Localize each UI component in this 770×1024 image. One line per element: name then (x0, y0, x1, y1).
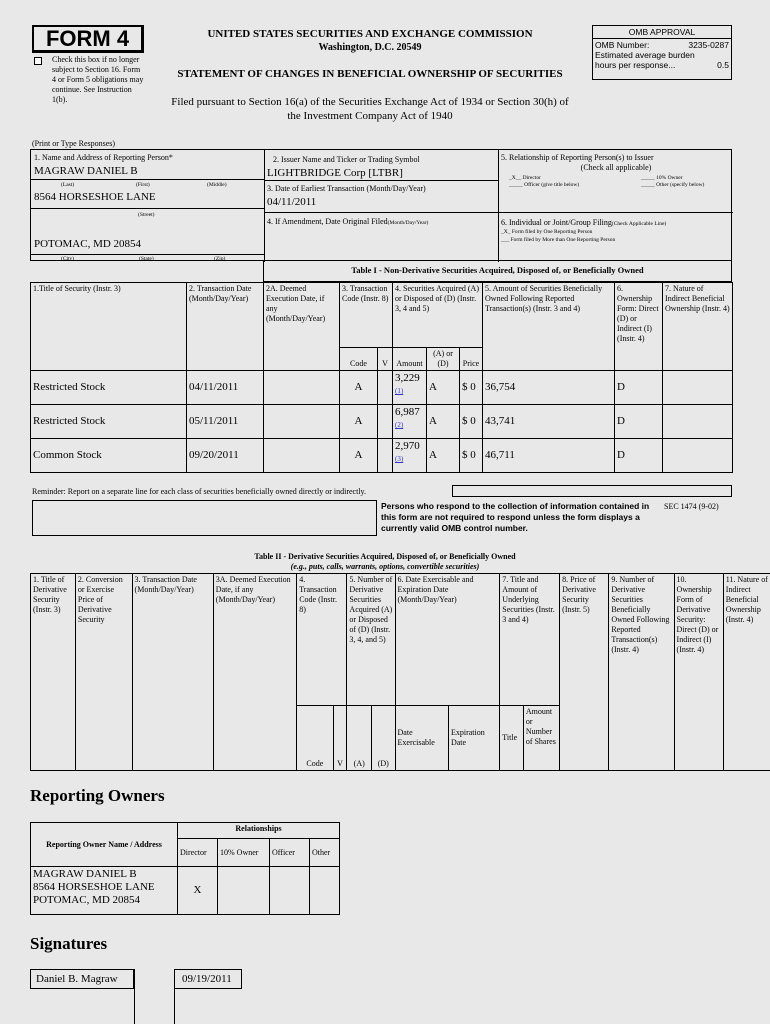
ten-percent-owner-option: _____ 10% Owner (641, 175, 683, 181)
t1-h7: 7. Nature of Indirect Beneficial Ownership (Instr. 4) (663, 283, 733, 371)
zip-caption: (Zip) (214, 256, 226, 262)
omb-approval-box (592, 25, 732, 80)
reminder-box (452, 485, 732, 497)
amount: 3,229 (395, 372, 420, 384)
box6-label: 6. Individual or Joint/Group Filing(Check Applicable Line) (501, 218, 667, 227)
t1-h2a: 2A. Deemed Execution Date, if any (Month/Day/Year) (264, 283, 340, 371)
omb-hours-row: hours per response... 0.5 (595, 60, 729, 70)
transaction-code: A (340, 371, 378, 405)
last-caption: (Last) (61, 182, 75, 188)
transaction-code: A (340, 405, 378, 439)
t1-h1: 1.Title of Security (Instr. 3) (31, 283, 187, 371)
filed-pursuant-line1: Filed pursuant to Section 16(a) of the Securities Exchange Act of 1934 or Section 30(h) of (171, 96, 569, 108)
amount-cell (393, 439, 427, 473)
t2-h9: 9. Number of Derivative Securities Beneficially Owned Following Reported Transaction(s) (Instr. 4) (609, 574, 674, 771)
t1-h5: 5. Amount of Securities Beneficially Owned Following Reported Transaction(s) (Instr. 3 and 4) (483, 283, 615, 371)
owner-address: MAGRAW DANIEL B 8564 HORSESHOE LANE POTOMAC, MD 20854 (31, 867, 178, 915)
t2-amount-header: Amount or Number of Shares (523, 706, 559, 771)
security-title: Restricted Stock (31, 371, 187, 405)
table-row (31, 405, 733, 439)
transaction-date: 09/20/2011 (187, 439, 264, 473)
box5-sub: (Check all applicable) (580, 163, 652, 172)
omb-number-row: OMB Number: 3235-0287 (595, 40, 729, 50)
amount-owned: 36,754 (483, 371, 615, 405)
t1-v-header: V (378, 348, 393, 371)
reporting-owners-heading: Reporting Owners (30, 786, 165, 805)
city-caption: (City) (61, 256, 75, 262)
t2-h5: 5. Number of Derivative Securities Acquired (A) or Disposed of (D) (Instr. 3, 4, and 5) (347, 574, 395, 706)
director-mark: X (178, 867, 218, 915)
t2-h3: 3. Transaction Date (Month/Day/Year) (132, 574, 213, 771)
box5-label: 5. Relationship of Reporting Person(s) to Issuer (501, 153, 654, 162)
agency-address: Washington, D.C. 20549 (318, 42, 422, 53)
amount-owned: 43,741 (483, 405, 615, 439)
t1-h3: 3. Transaction Code (Instr. 8) (340, 283, 393, 348)
reporting-person-city: POTOMAC, MD 20854 (34, 238, 142, 250)
form-title-box (32, 25, 144, 53)
t2-h3a: 3A. Deemed Execution Date, if any (Month/Day/Year) (213, 574, 296, 771)
t2-h6: 6. Date Exercisable and Expiration Date (Month/Day/Year) (395, 574, 500, 706)
reporting-person-name: MAGRAW DANIEL B (34, 165, 138, 177)
director-option: _X__ Director (509, 175, 541, 181)
t2-h8: 8. Price of Derivative Security (Instr. 5) (560, 574, 609, 771)
t2-expiration-header: Expiration Date (448, 706, 499, 771)
t2-h7: 7. Title and Amount of Underlying Securities (Instr. 3 and 4) (500, 574, 560, 706)
street-caption: (Street) (138, 212, 155, 218)
first-caption: (First) (136, 182, 150, 188)
t1-aord-header: (A) or (D) (427, 348, 460, 371)
box3-label: 3. Date of Earliest Transaction (Month/Day/Year) (267, 184, 426, 193)
checkbox-text: Check this box if no longer subject to Section 16. Form 4 or Form 5 obligations may continue. See Instruction 1(b). (52, 55, 144, 104)
price: $ 0 (460, 405, 483, 439)
officer-header: Officer (270, 839, 310, 867)
other-header: Other (310, 839, 340, 867)
print-type-note: (Print or Type Responses) (32, 139, 116, 148)
statement-title: STATEMENT OF CHANGES IN BENEFICIAL OWNERSHIP OF SECURITIES (177, 68, 563, 80)
t1-h4: 4. Securities Acquired (A) or Disposed of (D) (Instr. 3, 4 and 5) (393, 283, 483, 348)
t1-h6: 6. Ownership Form: Direct (D) or Indirect (I) (Instr. 4) (615, 283, 663, 371)
table2-title: Table II - Derivative Securities Acquired, Disposed of, or Beneficially Owned (254, 552, 516, 561)
t2-h11: 11. Nature of Indirect Beneficial Ownership (Instr. 4) (723, 574, 770, 771)
t2-code-header: Code (297, 706, 333, 771)
acquired-disposed: A (427, 405, 460, 439)
non-derivative-table (30, 282, 733, 473)
t1-code-header: Code (340, 348, 378, 371)
acquired-disposed: A (427, 439, 460, 473)
signature-date: 09/19/2011 (182, 973, 232, 985)
no-longer-subject-checkbox[interactable] (34, 57, 42, 65)
table2-subtitle: (e.g., puts, calls, warrants, options, convertible securities) (290, 562, 480, 571)
director-header: Director (178, 839, 218, 867)
t2-title-header: Title (500, 706, 524, 771)
signer-name: Daniel B. Magraw (36, 973, 118, 985)
agency-name: UNITED STATES SECURITIES AND EXCHANGE COMMISSION (207, 28, 533, 40)
officer-option: _____ Officer (give title below) (509, 182, 580, 188)
persons-box (32, 500, 377, 536)
ownership-form: D (615, 439, 663, 473)
issuer-name: LIGHTBRIDGE Corp [LTBR] (267, 167, 403, 179)
persons-notice: Persons who respond to the collection of information contained in this form are not required to respond unless the form displays a currently valid OMB control number. (381, 501, 650, 533)
t2-v-header: V (333, 706, 347, 771)
price: $ 0 (460, 439, 483, 473)
reporting-person-boxes (30, 149, 732, 261)
amount: 2,970 (395, 440, 420, 452)
amount-cell (393, 405, 427, 439)
signatures-heading: Signatures (30, 934, 108, 953)
sec-number: SEC 1474 (9-02) (664, 502, 719, 511)
transaction-date: 05/11/2011 (187, 405, 264, 439)
security-title: Restricted Stock (31, 405, 187, 439)
omb-burden: Estimated average burden (595, 50, 695, 60)
t2-h4: 4. Transaction Code (Instr. 8) (297, 574, 347, 706)
footnote-link[interactable]: (1) (395, 387, 404, 395)
t1-price-header: Price (460, 348, 483, 371)
acquired-disposed: A (427, 371, 460, 405)
relationships-header: Relationships (178, 823, 340, 839)
footnote-link[interactable]: (3) (395, 455, 404, 463)
transaction-code: A (340, 439, 378, 473)
t2-h2: 2. Conversion or Exercise Price of Derivative Security (75, 574, 132, 771)
reporting-owners-table (30, 822, 340, 915)
owner-name-header: Reporting Owner Name / Address (31, 823, 178, 867)
earliest-transaction-date: 04/11/2011 (267, 196, 317, 208)
t1-h2: 2. Transaction Date (Month/Day/Year) (187, 283, 264, 371)
one-person-option: _X_ Form filed by One Reporting Person (501, 229, 593, 235)
box2-label: 2. Issuer Name and Ticker or Trading Symbol (273, 155, 420, 164)
box4-label: 4. If Amendment, Date Original Filed(Month/Day/Year) (267, 217, 429, 226)
t1-amount-header: Amount (393, 348, 427, 371)
amount-owned: 46,711 (483, 439, 615, 473)
table1-title: Table I - Non-Derivative Securities Acquired, Disposed of, or Beneficially Owned (351, 265, 644, 275)
table-row (31, 371, 733, 405)
amount: 6,987 (395, 406, 420, 418)
more-persons-option: ___ Form filed by More than One Reporting Person (501, 237, 616, 243)
t2-h1: 1. Title of Derivative Security (Instr. 3) (31, 574, 76, 771)
ownership-form: D (615, 371, 663, 405)
security-title: Common Stock (31, 439, 187, 473)
filed-pursuant-line2: the Investment Company Act of 1940 (287, 110, 453, 122)
t2-date-exercisable-header: Date Exercisable (395, 706, 448, 771)
table-row (31, 867, 340, 915)
table-row (31, 439, 733, 473)
reporting-person-street: 8564 HORSESHOE LANE (34, 191, 156, 203)
state-caption: (State) (139, 256, 154, 262)
form-title: FORM 4 (45, 26, 130, 51)
box1-label: 1. Name and Address of Reporting Person* (34, 153, 173, 162)
derivative-table (30, 573, 770, 771)
t2-h10: 10. Ownership Form of Derivative Security: Direct (D) or Indirect (I) (Instr. 4) (674, 574, 723, 771)
other-option: _____ Other (specify below) (641, 182, 705, 188)
signature-table (30, 969, 242, 1024)
t2-a-header: (A) (347, 706, 372, 771)
ownership-form: D (615, 405, 663, 439)
ten-percent-owner-header: 10% Owner (218, 839, 270, 867)
amount-cell (393, 371, 427, 405)
omb-title: OMB APPROVAL (593, 26, 731, 39)
reminder-text: Reminder: Report on a separate line for each class of securities beneficially owned directly or indirectly. (32, 487, 367, 496)
footnote-link[interactable]: (2) (395, 421, 404, 429)
transaction-date: 04/11/2011 (187, 371, 264, 405)
t2-d-header: (D) (372, 706, 396, 771)
middle-caption: (Middle) (207, 182, 227, 188)
price: $ 0 (460, 371, 483, 405)
